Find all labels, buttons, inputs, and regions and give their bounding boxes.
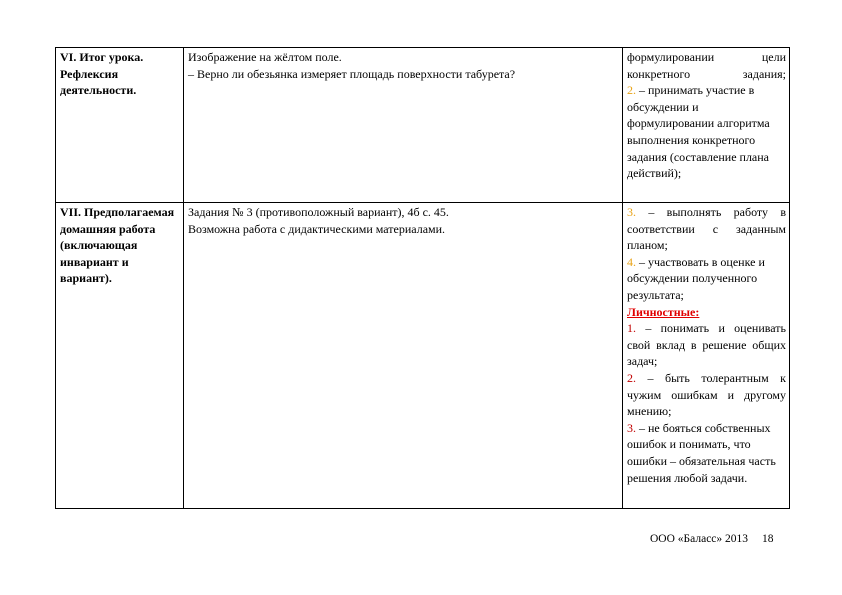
page-footer [650, 533, 774, 545]
stage-cell [56, 48, 184, 203]
uud-number: 3. [627, 420, 636, 435]
uud-item [627, 204, 786, 254]
uud-item [627, 320, 786, 370]
uud-number: 3. [627, 205, 636, 219]
uud-item [627, 82, 786, 182]
stage-title: VI. Итог урока. Рефлексия деятельности. [60, 50, 144, 98]
uud-text: – быть толерантным к чужим ошибкам и другому мнению; [627, 370, 787, 419]
stage-title: VII. Предполагаемая домашняя работа (включающая инвариант и вариант). [60, 205, 175, 286]
lesson-plan-table [55, 47, 790, 509]
uud-text: – не бояться собственных ошибок и понимать, что ошибки – обязательная часть решения любой задачи. [627, 420, 776, 485]
content-line: Возможна работа с дидактическими материалами. [188, 221, 446, 236]
uud-text: – принимать участие в обсуждении и формулировании алгоритма выполнения конкретного задания (составление плана действий); [627, 83, 770, 181]
uud-number: 4. [627, 254, 636, 269]
uud-heading [627, 304, 786, 321]
uud-item [627, 49, 786, 82]
uud-item [627, 420, 786, 486]
footer-publisher: ООО «Баласс» 2013 [650, 533, 749, 545]
content-cell [184, 203, 623, 509]
uud-cell [623, 203, 790, 509]
stage-cell [56, 203, 184, 509]
uud-text: – понимать и оценивать свой вклад в решение общих задач; [627, 321, 787, 369]
page-number: 18 [762, 533, 774, 545]
uud-number: 2. [627, 370, 636, 385]
uud-text: формулировании цели конкретного задания; [627, 50, 786, 81]
content-line: Задания № 3 (противоположный вариант), 4б с. 45. [188, 205, 449, 219]
uud-text: – участвовать в оценке и обсуждении полученного результата; [627, 254, 765, 302]
table-row [56, 203, 790, 509]
content-line: – Верно ли обезьянка измеряет площадь поверхности табурета? [188, 66, 516, 81]
content-line: Изображение на жёлтом поле. [188, 50, 342, 64]
uud-cell [623, 48, 790, 203]
uud-number: 2. [627, 83, 636, 98]
uud-text: – выполнять работу в соответствии с заданным планом; [627, 205, 787, 253]
personal-heading: Личностные: [627, 304, 700, 319]
uud-number: 1. [627, 321, 636, 336]
content-cell [184, 48, 623, 203]
table-row [56, 48, 790, 203]
uud-item [627, 254, 786, 304]
uud-item [627, 370, 786, 420]
